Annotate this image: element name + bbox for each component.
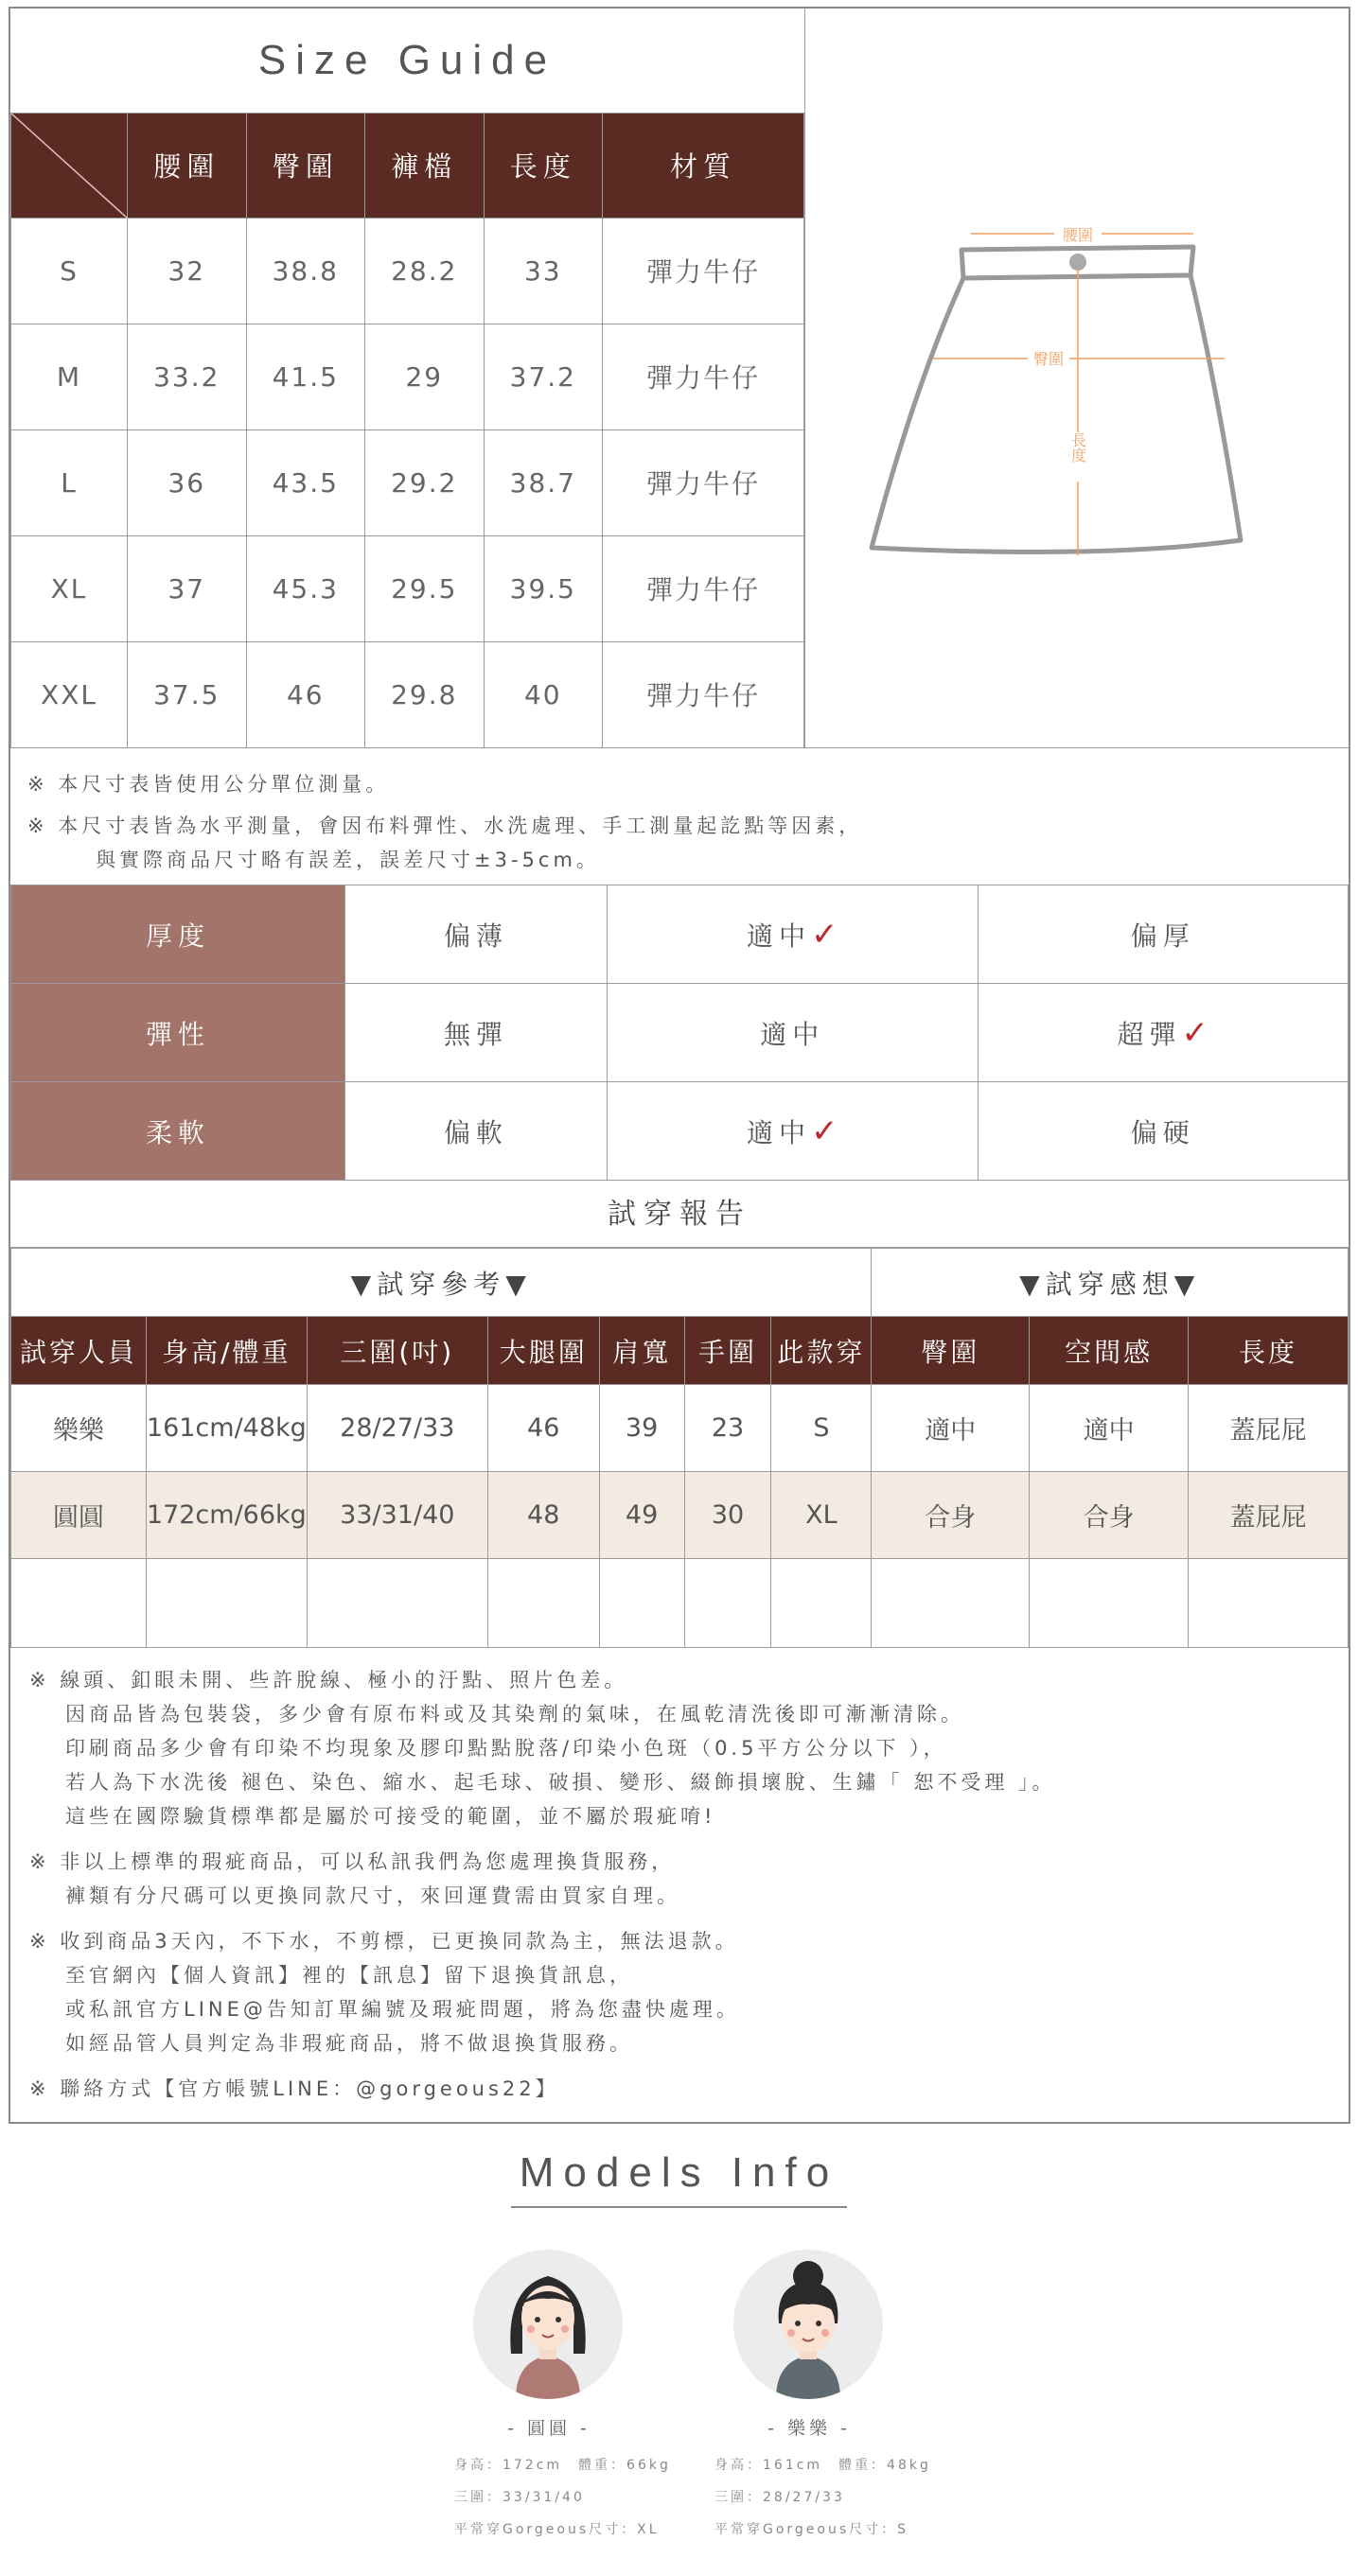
- attr-row-thickness: [11, 885, 1349, 984]
- attr-option-checked: 超彈✓: [978, 984, 1348, 1082]
- trial-cell: 蓋屁屁: [1189, 1472, 1349, 1559]
- attr-label: 彈性: [11, 984, 345, 1082]
- size-cell: 39.5: [484, 535, 603, 641]
- size-label: M: [11, 324, 128, 429]
- size-cell: 43.5: [246, 429, 365, 535]
- avatar: [733, 2250, 883, 2399]
- size-cell: 彈力牛仔: [603, 641, 804, 747]
- note-block: ※ 非以上標準的瑕疵商品，可以私訊我們為您處理換貨服務， 褲類有分尺碼可以更換同款尺寸，來回運費需由買家自理。: [29, 1850, 680, 1907]
- header-material: 材質: [603, 113, 804, 218]
- models-info-title: Models Info: [511, 2149, 847, 2208]
- trial-header: 身高/體重: [146, 1317, 307, 1385]
- size-cell: 33.2: [128, 324, 247, 429]
- waist-label: 腰圍: [1062, 226, 1094, 244]
- note-block: ※ 收到商品3天內，不下水，不剪標，已更換同款為主，無法退款。 至官網內【個人資訊】裡的【訊息】留下退換貨訊息， 或私訊官方LINE@告知訂單編號及瑕疵問題，將為您盡快處理。 如經品管人員判定為非瑕疵商品，將不做退換貨服務。: [29, 1930, 740, 2055]
- model-card: [454, 2250, 681, 2546]
- hip-label: 臀圍: [1032, 350, 1065, 368]
- model-info: 身高：172cm 體重：66kg 三圍：33/31/40 平常穿Gorgeous尺寸：XL: [454, 2458, 671, 2537]
- size-cell: 40: [484, 641, 603, 747]
- trial-header: 長度: [1189, 1317, 1349, 1385]
- table-row: [11, 1385, 1349, 1472]
- size-cell: 32: [128, 218, 247, 324]
- trial-header: 大腿圍: [487, 1317, 599, 1385]
- trial-header: 三圍(吋): [307, 1317, 487, 1385]
- diagonal-header-cell: [11, 113, 128, 218]
- note-block: ※ 線頭、釦眼未開、些許脫線、極小的汙點、照片色差。 因商品皆為包裝袋，多少會有原布料或及其染劑的氣味，在風乾清洗後即可漸漸清除。 印刷商品多少會有印染不均現象及膠印點點脫落/印染小色斑（0.5平方公分以下 ）， 若人為下水洗後 褪色、染色、縮水、起毛球、破損、變形、綴飾損壞脫、生鏽「 恕不受理 」。 這些在國際驗貨標準都是屬於可接受的範圍，並不屬於瑕疵唷!: [29, 1669, 1056, 1828]
- skirt-diagram: [820, 198, 1312, 614]
- attr-option-checked: 適中✓: [608, 885, 978, 984]
- size-cell: 彈力牛仔: [603, 429, 804, 535]
- attr-option-checked: 適中✓: [608, 1082, 978, 1181]
- model-avatar-icon: [733, 2250, 883, 2399]
- trial-cell: 33/31/40: [307, 1472, 487, 1559]
- trial-cell: 合身: [1030, 1472, 1189, 1559]
- fabric-attributes-table: [10, 885, 1349, 1181]
- model-card: [714, 2250, 942, 2546]
- trial-cell: 樂樂: [11, 1385, 147, 1472]
- size-cell: 彈力牛仔: [603, 535, 804, 641]
- trial-cell: 49: [599, 1472, 684, 1559]
- note-line: ※ 本尺寸表皆為水平測量，會因布料彈性、水洗處理、手工測量起訖點等因素， 與實際商品尺寸略有誤差，誤差尺寸±3-5cm。: [27, 815, 863, 871]
- trial-cell: 28/27/33: [307, 1385, 487, 1472]
- model-name: - 樂樂 -: [767, 2418, 851, 2439]
- size-row: [11, 641, 804, 747]
- trial-cell: 39: [599, 1385, 684, 1472]
- trial-cell: 適中: [1030, 1385, 1189, 1472]
- model-avatar-icon: [473, 2250, 623, 2399]
- trial-feel-title: ▼試穿感想▼: [872, 1249, 1349, 1317]
- check-icon: ✓: [1181, 1013, 1209, 1052]
- size-cell: 46: [246, 641, 365, 747]
- size-cell: 38.8: [246, 218, 365, 324]
- empty-row: [11, 1559, 1349, 1648]
- size-cell: 29: [365, 324, 485, 429]
- trial-report-table: [10, 1248, 1349, 1648]
- size-cell: 38.7: [484, 429, 603, 535]
- check-icon: ✓: [811, 1112, 838, 1150]
- policy-notes: [10, 1650, 1349, 2117]
- model-info: 身高：161cm 體重：48kg 三圍：28/27/33 平常穿Gorgeous尺寸：S: [714, 2458, 931, 2537]
- size-row: [11, 429, 804, 535]
- trial-cell: 172cm/66kg: [146, 1472, 307, 1559]
- size-cell: 29.5: [365, 535, 485, 641]
- trial-cell: 46: [487, 1385, 599, 1472]
- size-cell: 37.2: [484, 324, 603, 429]
- note-line: ※ 本尺寸表皆使用公分單位測量。: [27, 773, 390, 796]
- check-icon: ✓: [811, 915, 838, 954]
- trial-cell: XL: [771, 1472, 872, 1559]
- size-cell: 彈力牛仔: [603, 324, 804, 429]
- trial-cell: 23: [684, 1385, 771, 1472]
- size-label: XL: [11, 535, 128, 641]
- model-name: - 圓圓 -: [507, 2418, 591, 2439]
- attr-row-elasticity: [11, 984, 1349, 1082]
- trial-cell: 161cm/48kg: [146, 1385, 307, 1472]
- size-cell: 41.5: [246, 324, 365, 429]
- attr-row-softness: [11, 1082, 1349, 1181]
- size-row: [11, 324, 804, 429]
- attr-option: 偏軟: [345, 1082, 608, 1181]
- trial-cell: 蓋屁屁: [1189, 1385, 1349, 1472]
- attr-option: 偏硬: [978, 1082, 1348, 1181]
- size-cell: 45.3: [246, 535, 365, 641]
- size-guide-panel: [9, 7, 1350, 2124]
- trial-reference-title: ▼試穿參考▼: [11, 1249, 872, 1317]
- trial-header: 手圍: [684, 1317, 771, 1385]
- size-cell: 37: [128, 535, 247, 641]
- trial-cell: 合身: [872, 1472, 1030, 1559]
- attr-option: 無彈: [345, 984, 608, 1082]
- size-cell: 28.2: [365, 218, 485, 324]
- header-rise: 褲檔: [365, 113, 485, 218]
- diagonal-line-icon: [11, 114, 128, 219]
- trial-cell: 適中: [872, 1385, 1030, 1472]
- divider: [804, 9, 805, 747]
- attr-option: 偏厚: [978, 885, 1348, 984]
- size-label: L: [11, 429, 128, 535]
- size-row: [11, 218, 804, 324]
- header-length: 長度: [484, 113, 603, 218]
- header-waist: 腰圍: [128, 113, 247, 218]
- attr-option: 適中: [608, 984, 978, 1082]
- attr-label: 厚度: [11, 885, 345, 984]
- header-hip: 臀圍: [246, 113, 365, 218]
- trial-header: 此款穿: [771, 1317, 872, 1385]
- size-label: S: [11, 218, 128, 324]
- size-table: [10, 9, 804, 748]
- length-label: 長度: [1068, 432, 1087, 463]
- trial-header: 臀圍: [872, 1317, 1030, 1385]
- size-label: XXL: [11, 641, 128, 747]
- trial-header: 空間感: [1030, 1317, 1189, 1385]
- trial-report-title: 試穿報告: [10, 1180, 1349, 1248]
- trial-cell: 圓圓: [11, 1472, 147, 1559]
- avatar: [473, 2250, 623, 2399]
- size-cell: 37.5: [128, 641, 247, 747]
- attr-label: 柔軟: [11, 1082, 345, 1181]
- size-cell: 36: [128, 429, 247, 535]
- table-row: [11, 1472, 1349, 1559]
- trial-header: 肩寬: [599, 1317, 684, 1385]
- trial-cell: S: [771, 1385, 872, 1472]
- size-notes: [10, 747, 1349, 885]
- attr-option: 偏薄: [345, 885, 608, 984]
- trial-header: 試穿人員: [11, 1317, 147, 1385]
- size-cell: 29.2: [365, 429, 485, 535]
- size-cell: 彈力牛仔: [603, 218, 804, 324]
- trial-cell: 30: [684, 1472, 771, 1559]
- size-row: [11, 535, 804, 641]
- note-block: ※ 聯絡方式【官方帳號LINE：@gorgeous22】: [29, 2077, 559, 2100]
- trial-cell: 48: [487, 1472, 599, 1559]
- size-guide-title: Size Guide: [11, 9, 804, 113]
- size-cell: 33: [484, 218, 603, 324]
- size-cell: 29.8: [365, 641, 485, 747]
